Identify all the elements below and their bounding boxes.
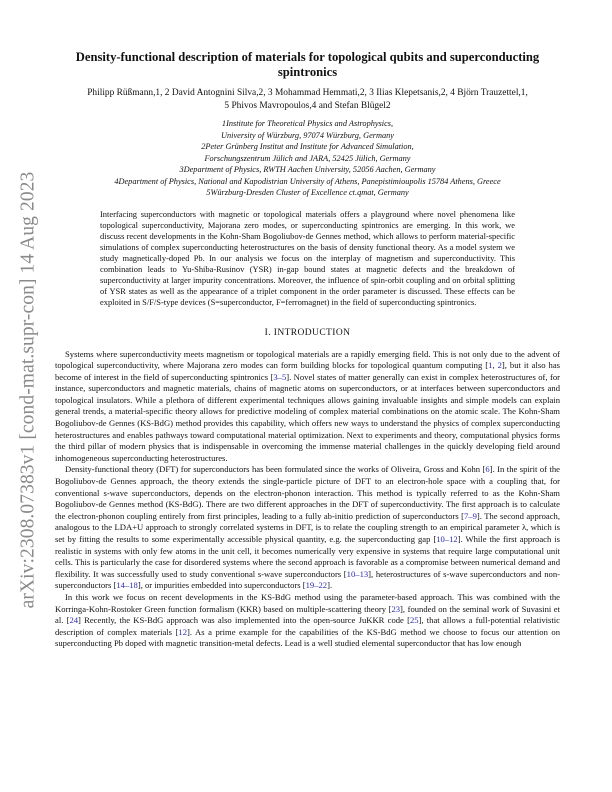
affiliation-line: University of Würzburg, 97074 Würzburg, Germany [221,130,394,140]
citation-link[interactable]: 1 [488,360,493,371]
citation-link[interactable]: 7–9 [464,510,477,521]
affiliation-line: Forschungszentrum Jülich and JARA, 52425 Jülich, Germany [204,153,411,163]
arxiv-sidebar [8,160,48,620]
author-list: Philipp Rüßmann,1, 2 David Antognini Silva,2, 3 Mohammad Hemmati,2, 3 Ilias Klepetsanis,2, 4 Björn Trauzettel,1, 5 Phivos Mavropoulos,4 and Stefan Blügel2 [87,88,528,111]
paragraph-text: ]. Novel states of matter generally can exist in complex heterostructures of, for instance, superconductors and magnetic materials, chains of magnetic atoms on superconductors, or at interfaces between superconductors and topological insulators. While a plethora of different experimental techniques allows gaining invaluable insights and simple models can explain general trends, a material-specific theory allows for predictive modeling of complex material combinations on the atomic scale. The Kohn-Sham Bogoliubov-de Gennes (KS-BdG) method provides this capability, which offers new ways to understand the physics of complex superconducting heterostructures and enables pathways toward computational material optimization. Next to experiments and theory, computational physics forms the third pillar of modern physics that is indispensable in overcoming the immense material challenges in the quickly developing field around inhomogeneous superconducting heterostructures. [55,371,560,463]
paper-title: Density-functional description of materials for topological qubits and superconducting spintronics [75,50,540,79]
paragraph-text: , [492,360,498,371]
paragraph-text: ] Recently, the KS-BdG approach was also implemented into the open-source JuKKR code [ [78,615,410,626]
citation-link[interactable]: 24 [69,615,79,626]
affiliations [55,118,560,199]
citation-link[interactable]: 6 [485,464,490,475]
affiliation-line: 1Institute for Theoretical Physics and Astrophysics, [221,119,394,128]
paragraph-text: ]. In the spirit of the Bogoliubov-de Gennes approach, the theory extends the single-particle picture of DFT to an electron-hole space with a coupling that, for conventional s-wave superconductors, depends on the electron-phonon interaction. This method is typically referred to as the Kohn-Sham Bogoliubov-de Gennes method (KS-BdG). There are two different approaches in the DFT of superconductivity. The first approach is to calculate the electron-phonon coupling entirely from first principles, leading to a fully ab-initio prediction of superconductors [ [55,464,560,521]
citation-link[interactable]: 25 [409,615,419,626]
paper-page [55,50,560,650]
citation-link[interactable]: 23 [391,603,401,614]
paragraph-text: Density-functional theory (DFT) for superconductors has been formulated since the works of Oliveira, Gross and Kohn [ [65,464,486,475]
abstract: Interfacing superconductors with magnetic or topological materials offers a playground where novel phenomena like topological superconductivity, Majorana zero modes, or superconducting spintronics are emerging. In this work, we discuss recent developments in the Kohn-Sham Bogoliubov-de Gennes method, which allows to perform material-specific simulations of complex superconducting heterostructures on the basis of density functional theory. As a model system we study magnetically-doped Pb. In our analysis we focus on the interplay of magnetism and superconductivity. This combination leads to Yu-Shiba-Rusinov (YSR) in-gap bound states at magnetic defects and the breakdown of superconductivity at larger impurity concentrations. Moreover, the influence of spin-orbit coupling and on orbital splitting of YSR states as well as the appearance of a triplet component in the order parameter is discussed. These effects can be exploited in S/F/S-type devices (S=superconductor, F=ferromagnet) in the field of superconducting spintronics. [100,208,515,307]
body-paragraph [55,464,560,592]
citation-link[interactable]: 14–18 [116,580,138,591]
paragraph-text: ], heterostructures of s-wave superconductors and non-superconductors [ [55,568,560,591]
paragraph-text: ], but it also has become of interest in the field of superconducting spintronics [ [55,360,560,382]
citation-link[interactable]: 3–5 [273,371,287,382]
affiliation-line: 3Department of Physics, RWTH Aachen University, 52056 Aachen, Germany [179,165,436,174]
citation-link[interactable]: 10–12 [436,534,458,544]
paragraph-text: ], or impurities embedded into superconductors [ [137,580,306,591]
paragraph-text: Systems where superconductivity meets magnetism or topological materials are a rapidly emerging field. This is not only due to the advent of topological superconductivity, where Majorana zero modes can form building blocks for topological quantum computing [ [55,348,560,371]
body-paragraph [55,592,560,650]
paragraph-text: ]. [327,580,333,591]
paragraph-text: ], that allows a full-potential relativistic description of complex materials [ [55,615,560,637]
paragraph-text: ]. While the first approach is realistic in systems with only few atoms in the unit cell, it becomes numerically very expensive in systems that require large computational unit cells. This is particularly the case for disordered systems where the second approach is favorable as a compromise between numerical demand and flexibility. It was successfully used to study conventional s-wave superconductors [ [55,534,560,579]
arxiv-identifier: arXiv:2308.07383v1 [cond-mat.supr-con] 14 Aug 2023 [17,171,39,609]
paragraph-text: In this work we focus on recent developments in the KS-BdG method using the parameter-based approach. This was combined with the Korringa-Kohn-Rostoker Green function formalism (KKR) based on multiple-scattering theory [ [55,591,560,614]
section-heading: I. INTRODUCTION [264,327,351,338]
citation-link[interactable]: 19–22 [305,580,328,591]
affiliation-line: 2Peter Grünberg Institut and Institute for Advanced Simulation, [201,142,414,151]
affiliation-line: 5Würzburg-Dresden Cluster of Excellence ct.qmat, Germany [206,188,409,197]
citation-link[interactable]: 10–13 [346,568,369,579]
citation-link[interactable]: 12 [178,626,187,637]
paragraph-text: ]. As a prime example for the capabilities of the KS-BdG method we choose to focus our attention on superconducting Pb doped with magnetic transition-metal defects. Lead is a well studied elemental superconductor that has low enough [55,626,560,649]
affiliation-line: 4Department of Physics, National and Kapodistrian University of Athens, Panepistimioupolis 15784 Athens, Greece [114,176,501,186]
body-paragraph [55,349,560,465]
paragraph-text: ]. The second approach, analogous to the LDA+U approach to strongly correlated systems in DFT, is to relate the coupling strength to an empirical parameter λ, which is set by fitting the results to some experimentally accessible physical quantity, e.g. the superconducting gap [ [55,510,560,544]
paragraph-text: ], founded on the seminal work of Suvasini et al. [ [55,603,560,626]
body-text [55,349,560,650]
citation-link[interactable]: 2 [497,360,502,371]
